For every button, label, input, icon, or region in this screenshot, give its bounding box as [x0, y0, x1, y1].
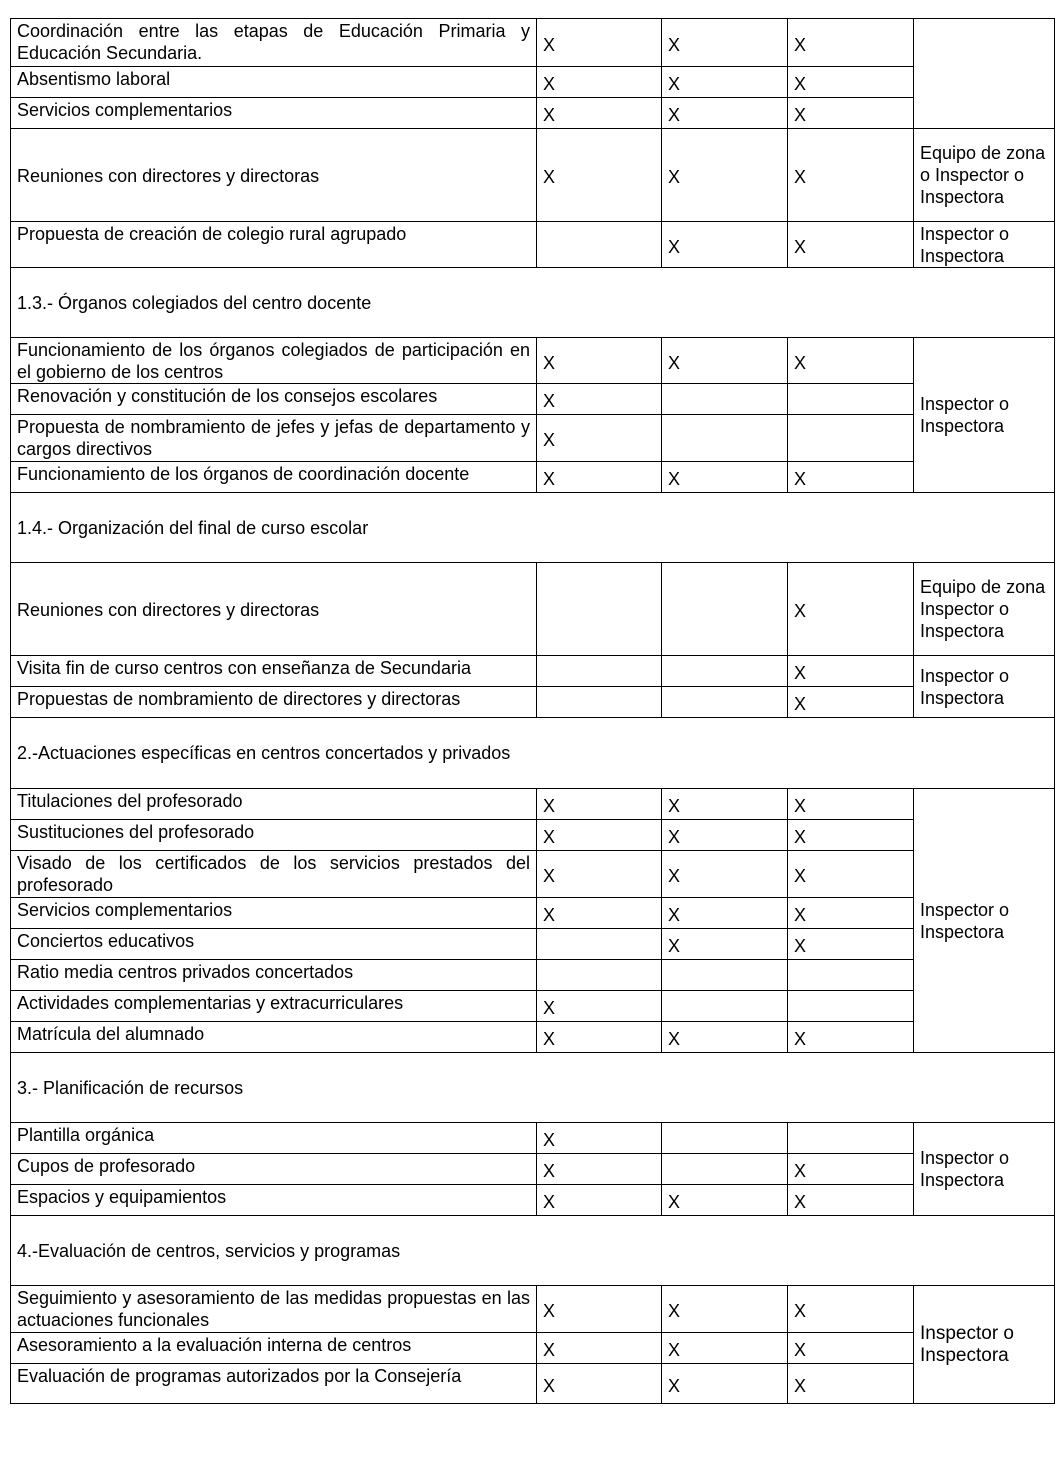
mark-cell: X	[788, 851, 914, 898]
table-row	[11, 820, 1055, 851]
mark-cell: X	[662, 851, 788, 898]
mark-cell: X	[537, 98, 662, 129]
mark-cell: X	[662, 1022, 788, 1053]
activity-cell: Propuestas de nombramiento de directores y directoras	[11, 687, 537, 718]
mark-cell: X	[788, 656, 914, 687]
activity-cell: Asesoramiento a la evaluación interna de centros	[11, 1333, 537, 1364]
section-row	[11, 718, 1055, 789]
table-row	[11, 991, 1055, 1022]
mark-cell	[788, 1123, 914, 1154]
mark-cell: X	[662, 338, 788, 384]
mark-cell: X	[788, 898, 914, 929]
activity-cell: Cupos de profesorado	[11, 1154, 537, 1185]
table-row	[11, 1364, 1055, 1404]
mark-cell: X	[788, 1333, 914, 1364]
mark-cell: X	[788, 820, 914, 851]
mark-cell: X	[788, 563, 914, 656]
activity-cell: Plantilla orgánica	[11, 1123, 537, 1154]
section-heading: 2.-Actuaciones específicas en centros concertados y privados	[11, 718, 1055, 789]
mark-cell: X	[788, 19, 914, 67]
mark-cell: X	[537, 1022, 662, 1053]
table-row	[11, 462, 1055, 493]
section-row	[11, 268, 1055, 338]
activity-cell: Reuniones con directores y directoras	[11, 563, 537, 656]
responsible-cell: Equipo de zona Inspector o Inspectora	[914, 563, 1055, 656]
mark-cell: X	[537, 384, 662, 415]
mark-cell	[662, 656, 788, 687]
mark-cell: X	[662, 1286, 788, 1333]
section-row	[11, 1053, 1055, 1123]
mark-cell: X	[662, 898, 788, 929]
mark-cell	[537, 960, 662, 991]
table-row	[11, 656, 1055, 687]
table-row	[11, 851, 1055, 898]
mark-cell	[662, 384, 788, 415]
section-heading: 1.3.- Órganos colegiados del centro docente	[11, 268, 1055, 338]
table-row	[11, 898, 1055, 929]
mark-cell: X	[537, 820, 662, 851]
responsible-cell: Inspector o Inspectora	[914, 1286, 1055, 1404]
mark-cell: X	[788, 1185, 914, 1216]
section-heading: 1.4.- Organización del final de curso escolar	[11, 493, 1055, 563]
mark-cell	[662, 1154, 788, 1185]
table-row	[11, 338, 1055, 384]
table-row	[11, 960, 1055, 991]
table-row	[11, 1123, 1055, 1154]
mark-cell: X	[788, 789, 914, 820]
activity-cell: Conciertos educativos	[11, 929, 537, 960]
table-row	[11, 1022, 1055, 1053]
table-row	[11, 129, 1055, 222]
activity-cell: Renovación y constitución de los consejos escolares	[11, 384, 537, 415]
mark-cell: X	[788, 338, 914, 384]
mark-cell: X	[788, 222, 914, 268]
mark-cell: X	[537, 462, 662, 493]
mark-cell: X	[788, 1022, 914, 1053]
mark-cell	[537, 687, 662, 718]
mark-cell: X	[537, 789, 662, 820]
responsible-cell: Inspector o Inspectora	[914, 1123, 1055, 1216]
activity-cell: Ratio media centros privados concertados	[11, 960, 537, 991]
activity-cell: Funcionamiento de los órganos colegiados de participación en el gobierno de los centros	[11, 338, 537, 384]
mark-cell: X	[788, 1154, 914, 1185]
table-row	[11, 563, 1055, 656]
responsible-cell: Inspector o Inspectora	[914, 789, 1055, 1053]
mark-cell: X	[788, 1364, 914, 1404]
mark-cell	[662, 1123, 788, 1154]
activity-cell: Matrícula del alumnado	[11, 1022, 537, 1053]
activity-cell: Actividades complementarias y extracurriculares	[11, 991, 537, 1022]
mark-cell	[537, 656, 662, 687]
section-row	[11, 1216, 1055, 1286]
activity-cell: Seguimiento y asesoramiento de las medidas propuestas en las actuaciones funcionales	[11, 1286, 537, 1333]
mark-cell: X	[537, 1364, 662, 1404]
mark-cell: X	[788, 67, 914, 98]
mark-cell	[662, 415, 788, 462]
mark-cell: X	[662, 98, 788, 129]
activity-cell: Propuesta de nombramiento de jefes y jefas de departamento y cargos directivos	[11, 415, 537, 462]
table-row	[11, 1286, 1055, 1333]
mark-cell	[537, 222, 662, 268]
activity-cell: Sustituciones del profesorado	[11, 820, 537, 851]
mark-cell	[537, 563, 662, 656]
mark-cell	[788, 384, 914, 415]
mark-cell: X	[662, 1185, 788, 1216]
mark-cell	[662, 991, 788, 1022]
mark-cell: X	[662, 929, 788, 960]
table-row	[11, 1154, 1055, 1185]
activity-cell: Propuesta de creación de colegio rural agrupado	[11, 222, 537, 268]
activity-cell: Titulaciones del profesorado	[11, 789, 537, 820]
mark-cell: X	[788, 129, 914, 222]
mark-cell	[537, 929, 662, 960]
mark-cell: X	[537, 1154, 662, 1185]
activity-cell: Servicios complementarios	[11, 898, 537, 929]
mark-cell: X	[662, 820, 788, 851]
mark-cell: X	[537, 338, 662, 384]
activity-cell: Visado de los certificados de los servicios prestados del profesorado	[11, 851, 537, 898]
section-heading: 3.- Planificación de recursos	[11, 1053, 1055, 1123]
table-row	[11, 19, 1055, 67]
mark-cell: X	[662, 1333, 788, 1364]
table-row	[11, 98, 1055, 129]
activity-cell: Coordinación entre las etapas de Educación Primaria y Educación Secundaria.	[11, 19, 537, 67]
activity-cell: Visita fin de curso centros con enseñanza de Secundaria	[11, 656, 537, 687]
mark-cell: X	[537, 67, 662, 98]
mark-cell: X	[537, 1333, 662, 1364]
table-row	[11, 789, 1055, 820]
mark-cell	[662, 960, 788, 991]
table-row	[11, 1333, 1055, 1364]
activity-cell: Espacios y equipamientos	[11, 1185, 537, 1216]
mark-cell: X	[537, 1123, 662, 1154]
responsible-cell: Inspector o Inspectora	[914, 338, 1055, 493]
mark-cell: X	[662, 789, 788, 820]
section-row	[11, 493, 1055, 563]
activity-cell: Evaluación de programas autorizados por la Consejería	[11, 1364, 537, 1404]
mark-cell: X	[662, 462, 788, 493]
actuaciones-table	[10, 18, 1055, 1404]
table-row	[11, 384, 1055, 415]
mark-cell: X	[788, 929, 914, 960]
table-row	[11, 67, 1055, 98]
mark-cell	[662, 687, 788, 718]
mark-cell: X	[537, 898, 662, 929]
mark-cell	[788, 991, 914, 1022]
mark-cell: X	[662, 19, 788, 67]
mark-cell: X	[788, 462, 914, 493]
table-row	[11, 222, 1055, 268]
table-row	[11, 929, 1055, 960]
mark-cell: X	[788, 687, 914, 718]
mark-cell: X	[537, 415, 662, 462]
responsible-cell	[914, 19, 1055, 129]
mark-cell: X	[537, 991, 662, 1022]
mark-cell: X	[537, 19, 662, 67]
responsible-cell: Inspector o Inspectora	[914, 656, 1055, 718]
mark-cell: X	[662, 222, 788, 268]
mark-cell	[662, 563, 788, 656]
responsible-cell: Equipo de zona o Inspector o Inspectora	[914, 129, 1055, 222]
mark-cell: X	[662, 67, 788, 98]
mark-cell	[788, 415, 914, 462]
responsible-cell: Inspector o Inspectora	[914, 222, 1055, 268]
mark-cell: X	[662, 1364, 788, 1404]
table-row	[11, 415, 1055, 462]
mark-cell: X	[537, 1286, 662, 1333]
activity-cell: Funcionamiento de los órganos de coordinación docente	[11, 462, 537, 493]
mark-cell	[788, 960, 914, 991]
activity-cell: Servicios complementarios	[11, 98, 537, 129]
table-row	[11, 1185, 1055, 1216]
activity-cell: Absentismo laboral	[11, 67, 537, 98]
mark-cell: X	[537, 1185, 662, 1216]
section-heading: 4.-Evaluación de centros, servicios y programas	[11, 1216, 1055, 1286]
mark-cell: X	[788, 98, 914, 129]
mark-cell: X	[537, 129, 662, 222]
table-row	[11, 687, 1055, 718]
activity-cell: Reuniones con directores y directoras	[11, 129, 537, 222]
mark-cell: X	[662, 129, 788, 222]
mark-cell: X	[788, 1286, 914, 1333]
mark-cell: X	[537, 851, 662, 898]
